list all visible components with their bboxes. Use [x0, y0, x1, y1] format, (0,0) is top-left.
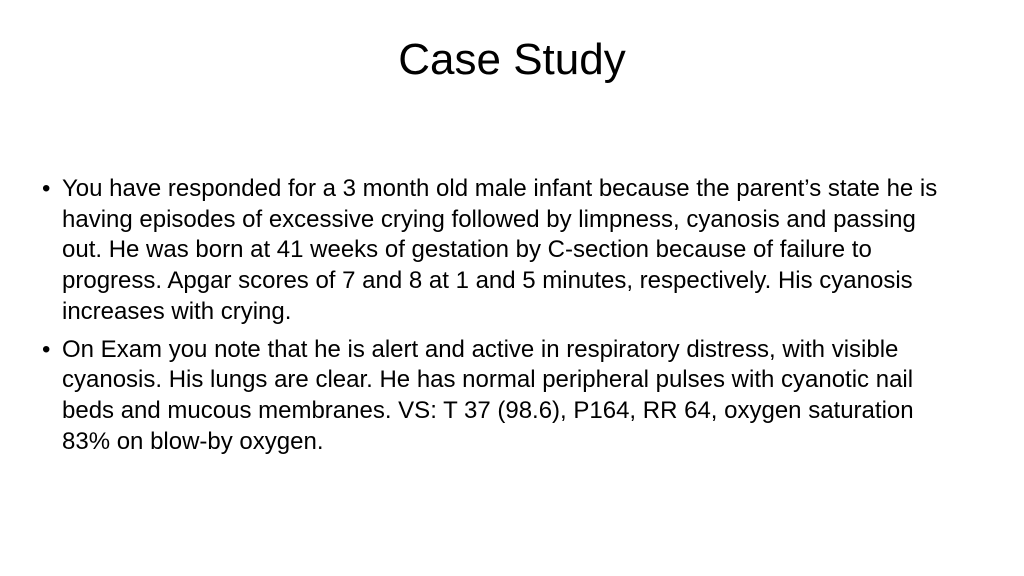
- bullet-item-exam: [42, 335, 942, 458]
- bullet-text-exam: On Exam you note that he is alert and active in respiratory distress, with visible cyanosis. His lungs are clear. He has normal peripheral pulses with cyanotic nail beds and mucous membranes. VS: T 37 (98.6), P164, RR 64, oxygen saturation 83% on blow-by oxygen.: [62, 335, 914, 455]
- bullet-text-history: You have responded for a 3 month old male infant because the parent’s state he is having episodes of excessive crying followed by limpness, cyanosis and passing out. He was born at 41 weeks of gestation by C-section because of failure to progress. Apgar scores of 7 and 8 at 1 and 5 minutes, respectively. His cyanosis increases with crying.: [62, 175, 938, 325]
- bullet-marker: •: [42, 335, 51, 363]
- bullet-item-history: [42, 174, 942, 328]
- bullet-marker: •: [42, 175, 51, 202]
- slide-title: Case Study: [398, 35, 626, 84]
- bullet-list: [42, 174, 942, 464]
